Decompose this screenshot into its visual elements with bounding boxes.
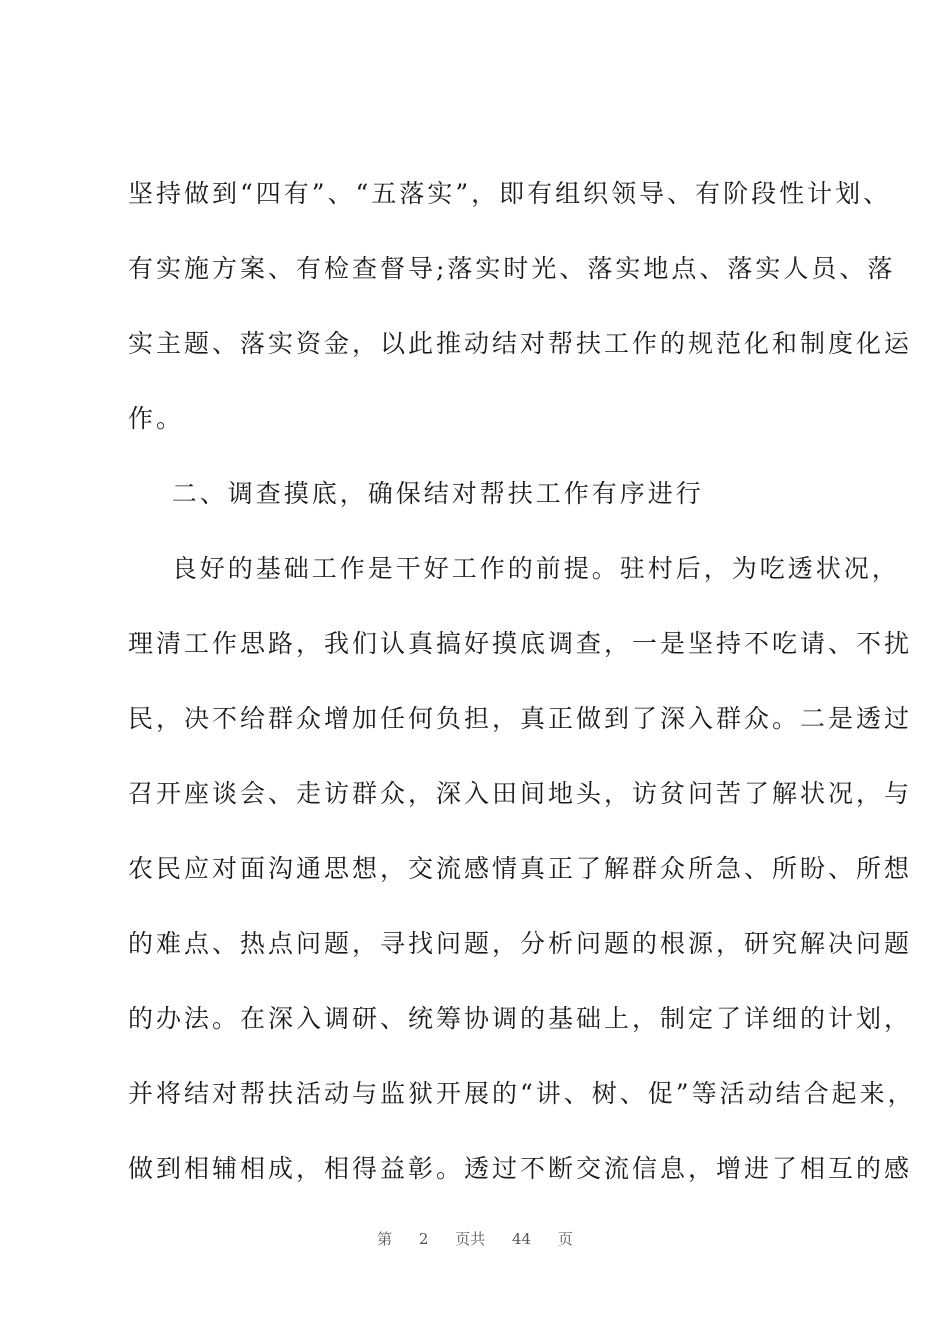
text-line: 良好的基础工作是干好工作的前提。驻村后，为吃透状况， bbox=[128, 554, 900, 583]
text-line: 理清工作思路，我们认真搞好摸底调查，一是坚持不吃请、不扰 bbox=[128, 629, 913, 658]
footer-middle: 页共 bbox=[455, 1230, 486, 1248]
text-line: 有实施方案、有检查督导;落实时光、落实地点、落实人员、落 bbox=[128, 254, 896, 283]
footer-total-pages: 44 bbox=[512, 1230, 532, 1248]
text-line: 作。 bbox=[128, 404, 185, 433]
footer-suffix: 页 bbox=[557, 1230, 573, 1248]
text-line: 做到相辅相成，相得益彰。透过不断交流信息，增进了相互的感 bbox=[128, 1154, 913, 1183]
text-line: 农民应对面沟通思想，交流感情真正了解群众所急、所盼、所想 bbox=[128, 854, 913, 883]
section-heading: 二、调查摸底，确保结对帮扶工作有序进行 bbox=[128, 479, 704, 508]
body-text bbox=[128, 168, 916, 1218]
text-line: 实主题、落实资金，以此推动结对帮扶工作的规范化和制度化运 bbox=[128, 329, 913, 358]
text-line: 的办法。在深入调研、统筹协调的基础上，制定了详细的计划， bbox=[128, 1004, 913, 1033]
text-line: 的难点、热点问题，寻找问题，分析问题的根源，研究解决问题 bbox=[128, 929, 913, 958]
text-line: 并将结对帮扶活动与监狱开展的“讲、树、促”等活动结合起来， bbox=[128, 1079, 916, 1108]
text-line: 召开座谈会、走访群众，深入田间地头，访贫问苦了解状况，与 bbox=[128, 779, 913, 808]
page-footer bbox=[0, 1228, 950, 1249]
footer-page-number: 2 bbox=[418, 1230, 429, 1248]
footer-prefix: 第 bbox=[377, 1230, 393, 1248]
text-line: 民，决不给群众增加任何负担，真正做到了深入群众。二是透过 bbox=[128, 704, 913, 733]
text-line: 坚持做到“四有”、“五落实”，即有组织领导、有阶段性计划、 bbox=[128, 179, 892, 208]
